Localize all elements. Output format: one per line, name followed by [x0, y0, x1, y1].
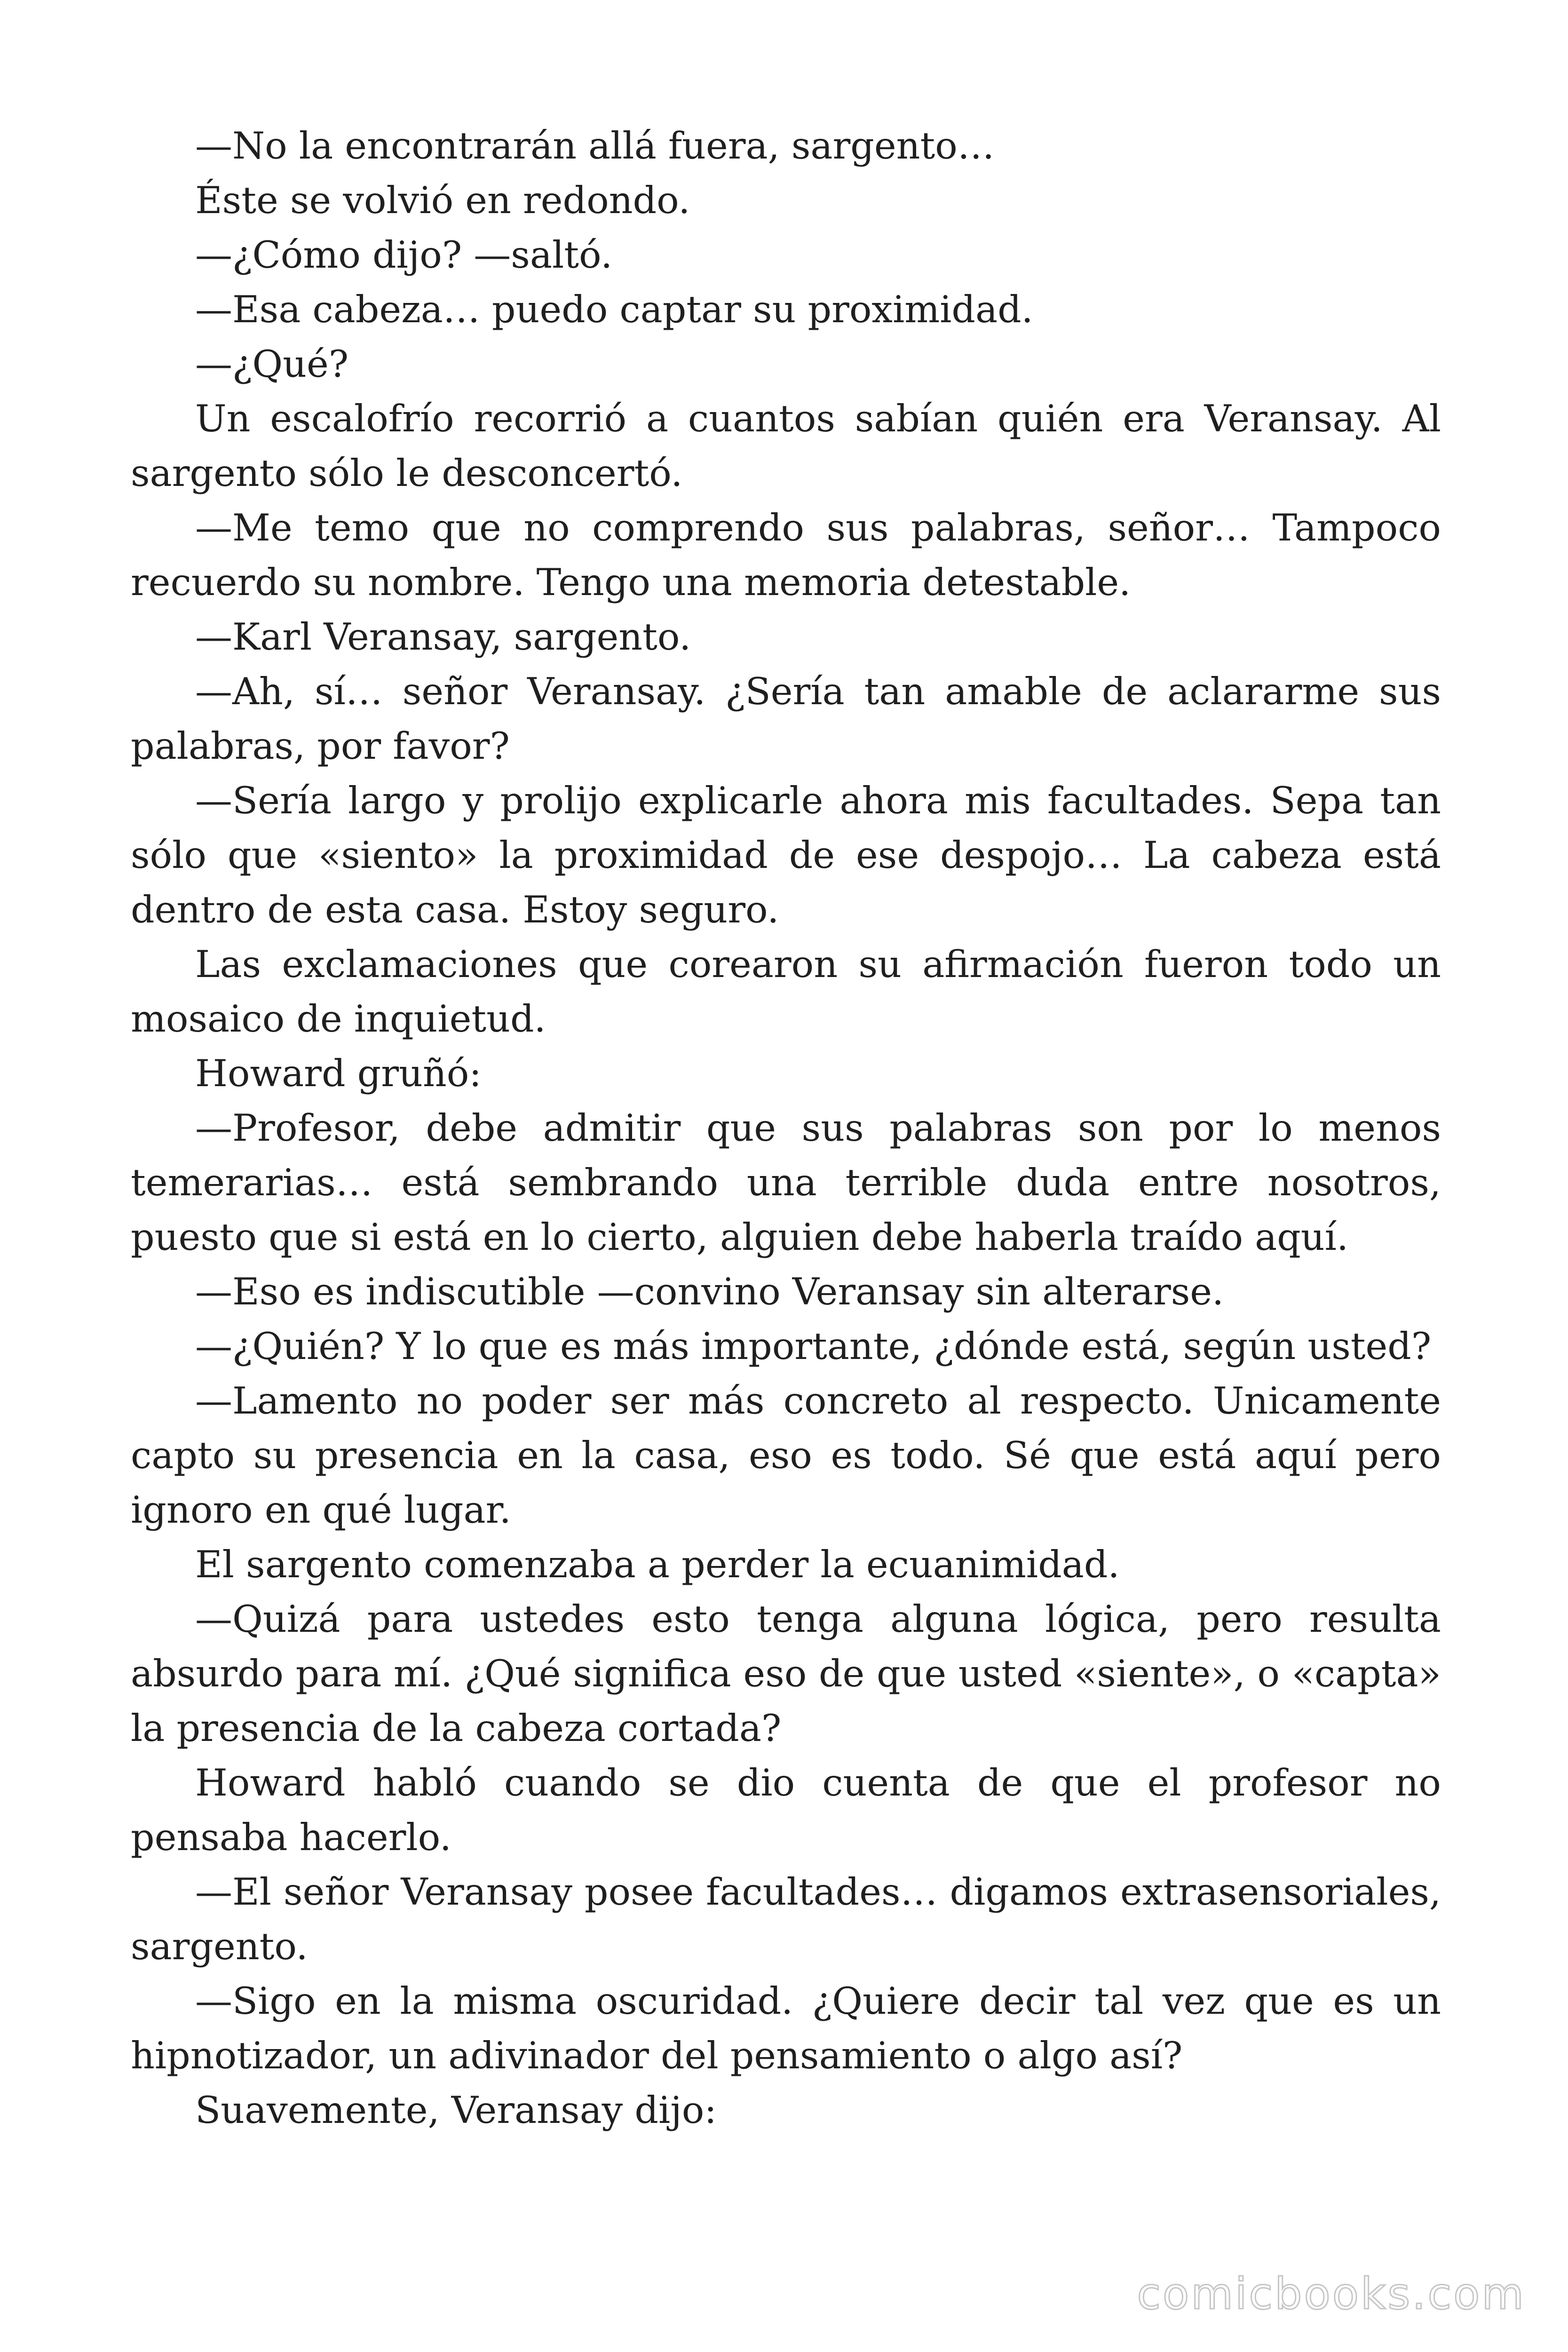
- paragraph: —¿Qué?: [195, 342, 349, 386]
- paragraph: Suavemente, Veransay dijo:: [195, 2089, 717, 2132]
- watermark: comicbooks.com: [1137, 2269, 1526, 2319]
- paragraph: —Quizá para ustedes esto tenga alguna lógica, pero resulta absurdo para mí. ¿Qué significa eso de que usted «siente», o «capta» la presencia de la cabeza cortada?: [131, 1597, 1441, 1750]
- paragraph: —¿Cómo dijo? —saltó.: [195, 233, 613, 277]
- paragraph: Éste se volvió en redondo.: [195, 179, 690, 222]
- paragraph: Howard gruñó:: [195, 1052, 482, 1095]
- paragraph: —No la encontrarán allá fuera, sargento…: [195, 124, 995, 167]
- paragraph: —Eso es indiscutible —convino Veransay sin alterarse.: [195, 1270, 1224, 1313]
- paragraph: —El señor Veransay posee facultades… digamos extrasensoriales, sargento.: [131, 1870, 1441, 1968]
- body-text: [131, 119, 1441, 2137]
- paragraph: —¿Quién? Y lo que es más importante, ¿dónde está, según usted?: [195, 1325, 1432, 1368]
- paragraph: —Me temo que no comprendo sus palabras, señor… Tampoco recuerdo su nombre. Tengo una memoria detestable.: [131, 506, 1441, 604]
- paragraph: —Ah, sí… señor Veransay. ¿Sería tan amable de aclararme sus palabras, por favor?: [131, 670, 1441, 768]
- paragraph: Las exclamaciones que corearon su afirmación fueron todo un mosaico de inquietud.: [131, 943, 1441, 1041]
- paragraph: —Lamento no poder ser más concreto al respecto. Unicamente capto su presencia en la casa, eso es todo. Sé que está aquí pero ignoro en qué lugar.: [131, 1379, 1441, 1532]
- paragraph: —Sería largo y prolijo explicarle ahora mis facultades. Sepa tan sólo que «siento» la proximidad de ese despojo… La cabeza está dentro de esta casa. Estoy seguro.: [131, 779, 1441, 931]
- paragraph: Un escalofrío recorrió a cuantos sabían quién era Veransay. Al sargento sólo le desconcertó.: [131, 397, 1441, 495]
- paragraph: —Profesor, debe admitir que sus palabras son por lo menos temerarias… está sembrando una terrible duda entre nosotros, puesto que si está en lo cierto, alguien debe haberla traído aquí.: [131, 1106, 1441, 1259]
- paragraph: —Sigo en la misma oscuridad. ¿Quiere decir tal vez que es un hipnotizador, un adivinador del pensamiento o algo así?: [131, 1979, 1441, 2077]
- paragraph: El sargento comenzaba a perder la ecuanimidad.: [195, 1543, 1120, 1586]
- paragraph: —Karl Veransay, sargento.: [195, 615, 691, 659]
- paragraph: —Esa cabeza… puedo captar su proximidad.: [195, 288, 1033, 331]
- paragraph: Howard habló cuando se dio cuenta de que el profesor no pensaba hacerlo.: [131, 1761, 1441, 1859]
